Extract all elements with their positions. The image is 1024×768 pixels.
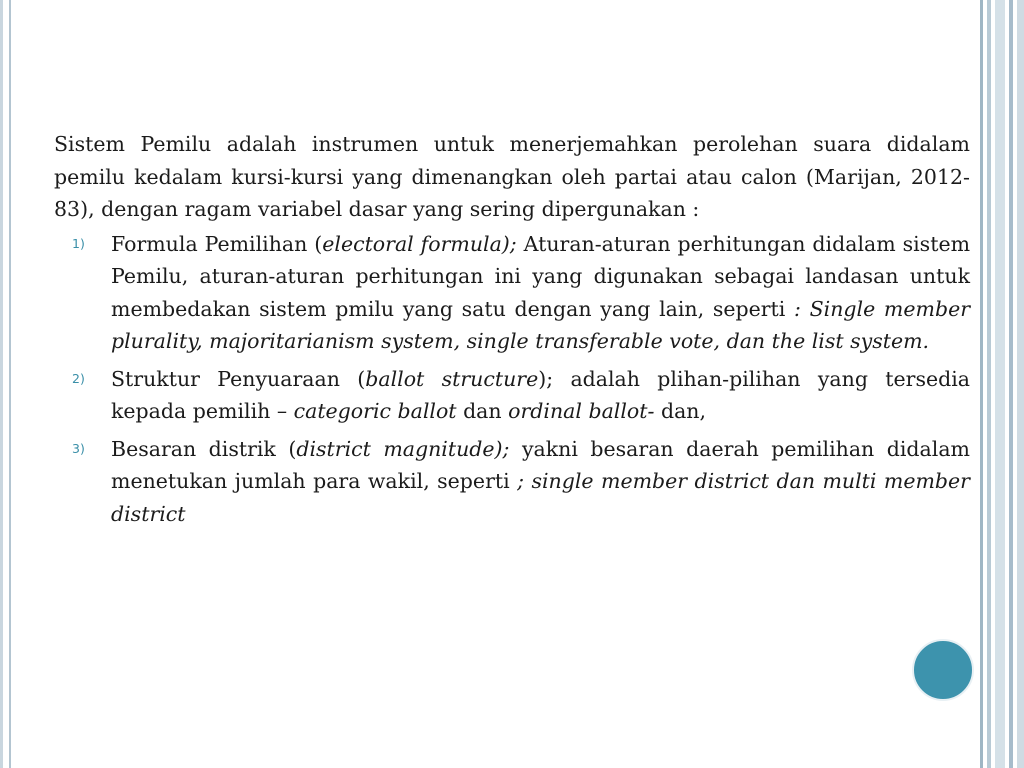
intro-paragraph: Sistem Pemilu adalah instrumen untuk menerjemahkan perolehan suara didalam pemilu kedalam kursi-kursi yang dimenangkan oleh partai atau calon (Marijan, 2012-83), dengan ragam variabel dasar yang sering dipergunakan :	[54, 132, 970, 221]
item-joiner: dan	[456, 399, 509, 423]
item-examples: : Single member plurality, majoritarianism system, single transferable vote, dan the list system.	[111, 296, 970, 353]
item-lead: Besaran distrik (	[111, 436, 297, 461]
stripe	[1017, 0, 1024, 768]
item-tail: dan,	[654, 399, 707, 423]
list-marker: 3)	[72, 440, 85, 456]
list-item	[54, 433, 970, 531]
stripe	[987, 0, 991, 768]
slide-body	[54, 128, 970, 530]
item-body: yakni besaran daerah pemilihan didalam menetukan jumlah para wakil, seperti	[111, 436, 970, 493]
item-lead: Formula Pemilihan (	[111, 231, 323, 256]
left-border-line	[0, 0, 3, 768]
item-body: Aturan-aturan perhitungan didalam sistem Pemilu, aturan-aturan perhitungan ini yang digunakan sebagai landasan untuk membedakan sistem pmilu yang satu dengan yang lain, seperti	[111, 231, 971, 321]
item-example: categoric ballot	[293, 399, 457, 423]
list-marker: 1)	[72, 235, 85, 251]
item-term: district magnitude);	[296, 436, 510, 461]
item-term: ballot structure	[365, 366, 539, 391]
list-item	[54, 363, 970, 428]
list-marker: 2)	[72, 370, 85, 386]
item-lead: Struktur Penyuaraan (	[111, 366, 366, 391]
list-item	[54, 228, 970, 358]
item-example: ordinal ballot-	[508, 399, 655, 423]
item-body: ); adalah plihan-pilihan yang tersedia kepada pemilih –	[111, 366, 970, 423]
criteria-list	[54, 228, 970, 531]
decorative-circle	[912, 639, 974, 701]
stripe	[995, 0, 1005, 768]
left-border-line-inner	[9, 0, 11, 768]
item-examples: ; single member district dan multi member district	[111, 469, 970, 526]
stripe	[980, 0, 983, 768]
stripe	[1009, 0, 1013, 768]
item-term: electoral formula);	[322, 231, 517, 256]
right-decorative-stripes	[980, 0, 1024, 768]
